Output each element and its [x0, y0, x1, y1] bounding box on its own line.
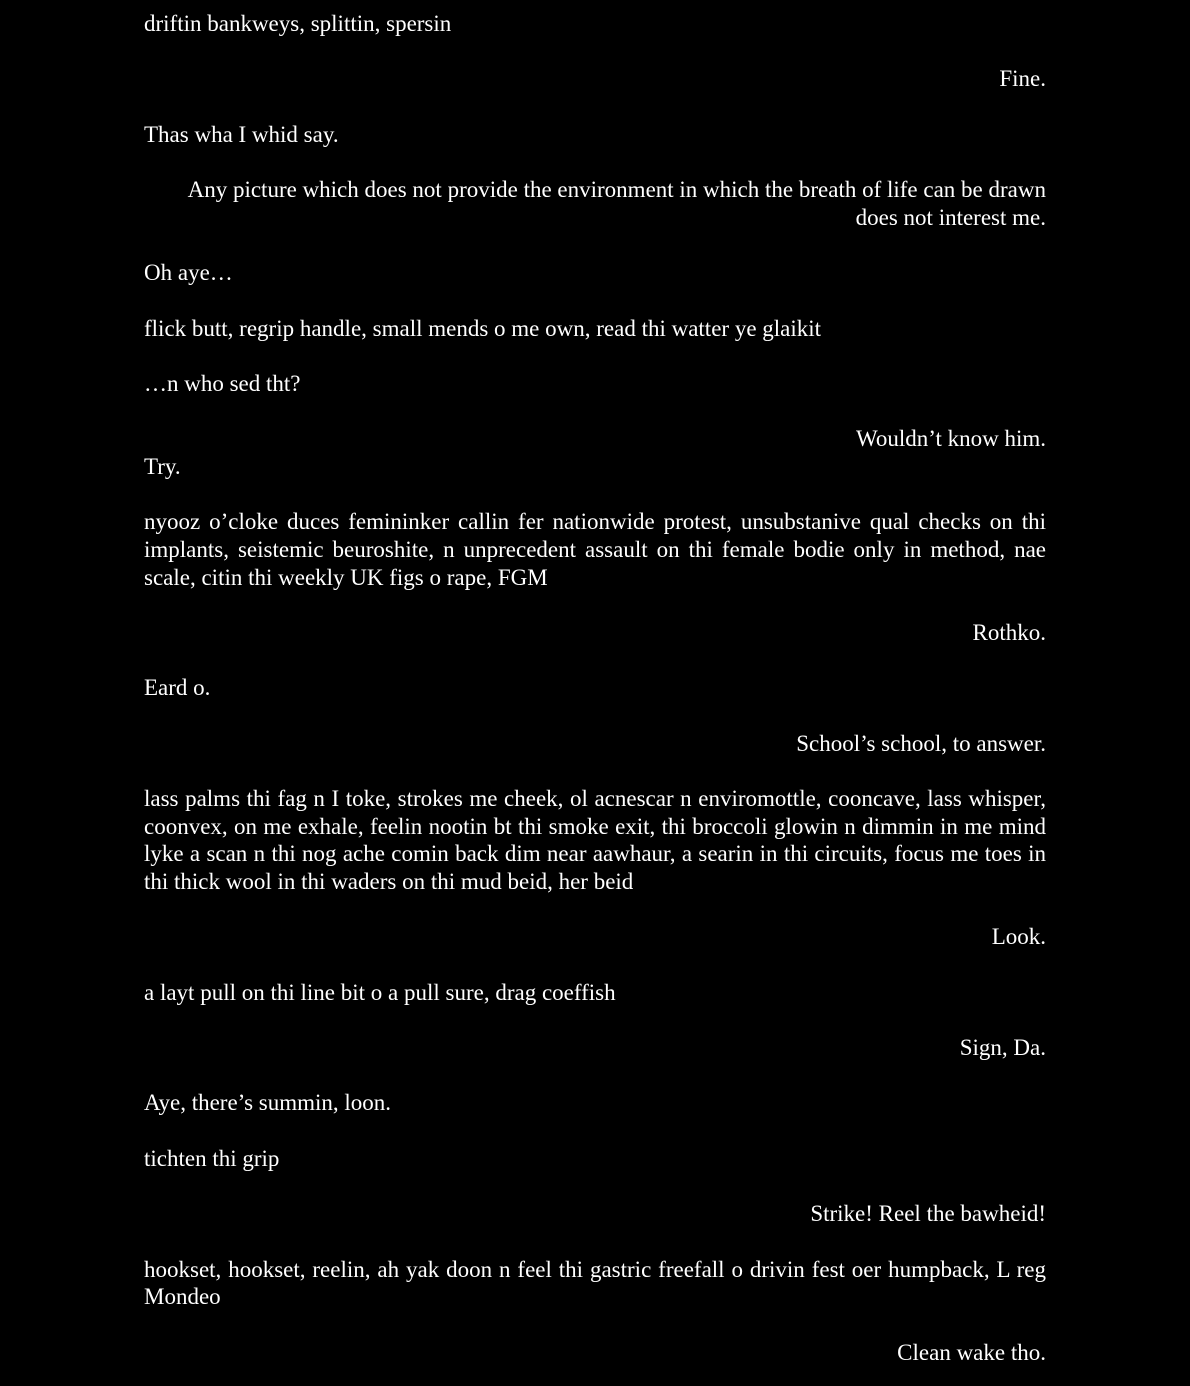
dialogue-line: …n who sed tht?: [144, 370, 301, 396]
narration-paragraph: hookset, hookset, reelin, ah yak doon n feel thi gastric freefall o drivin fest oer humpback, L reg Mondeo: [144, 1256, 1046, 1310]
dialogue-line: Rothko.: [972, 619, 1046, 645]
dialogue-line: Clean wake tho.: [897, 1339, 1046, 1365]
dialogue-line: Oh aye…: [144, 260, 233, 286]
quote-paragraph: Any picture which does not provide the environment in which the breath of life can be drawn does not interest me.: [187, 177, 1046, 230]
narration-paragraph: tichten thi grip: [144, 1145, 280, 1171]
narration-paragraph: flick butt, regrip handle, small mends o me own, read thi watter ye glaikit: [144, 315, 822, 341]
dialogue-line: School’s school, to answer.: [796, 730, 1046, 756]
dialogue-line: Eard o.: [144, 675, 211, 701]
dialogue-line: Fine.: [999, 66, 1046, 92]
narration-paragraph: lass palms thi fag n I toke, strokes me cheek, ol acnescar n enviromottle, cooncave, lass whisper, coonvex, on me exhale, feelin nootin bt thi smoke exit, thi broccoli glowin n dimmin in me mind lyke a scan n thi nog ache comin back dim near aawhaur, a searin in thi circuits, focus me toes in thi thick wool in thi waders on thi mud beid, her beid: [144, 786, 1046, 894]
narration-paragraph: nyooz o’cloke duces femininker callin fer nationwide protest, unsubstanive qual checks on thi implants, seistemic beuroshite, n unprecedent assault on thi female bodie only in method, nae scale, citin thi weekly UK figs o rape, FGM: [144, 509, 1046, 590]
text-column: [144, 10, 1046, 1366]
dialogue-line: Wouldn’t know him.: [855, 426, 1046, 452]
dialogue-line: Thas wha I whid say.: [144, 121, 339, 147]
dialogue-line: Sign, Da.: [959, 1035, 1046, 1061]
narration-paragraph: a layt pull on thi line bit o a pull sure, drag coeffish: [144, 979, 616, 1005]
dialogue-line: Strike! Reel the bawheid!: [810, 1201, 1046, 1227]
narration-paragraph: driftin bankweys, splittin, spersin: [144, 11, 452, 36]
dialogue-line: Look.: [991, 924, 1046, 950]
dialogue-line: Try.: [144, 453, 181, 479]
dialogue-line: Aye, there’s summin, loon.: [144, 1090, 392, 1116]
